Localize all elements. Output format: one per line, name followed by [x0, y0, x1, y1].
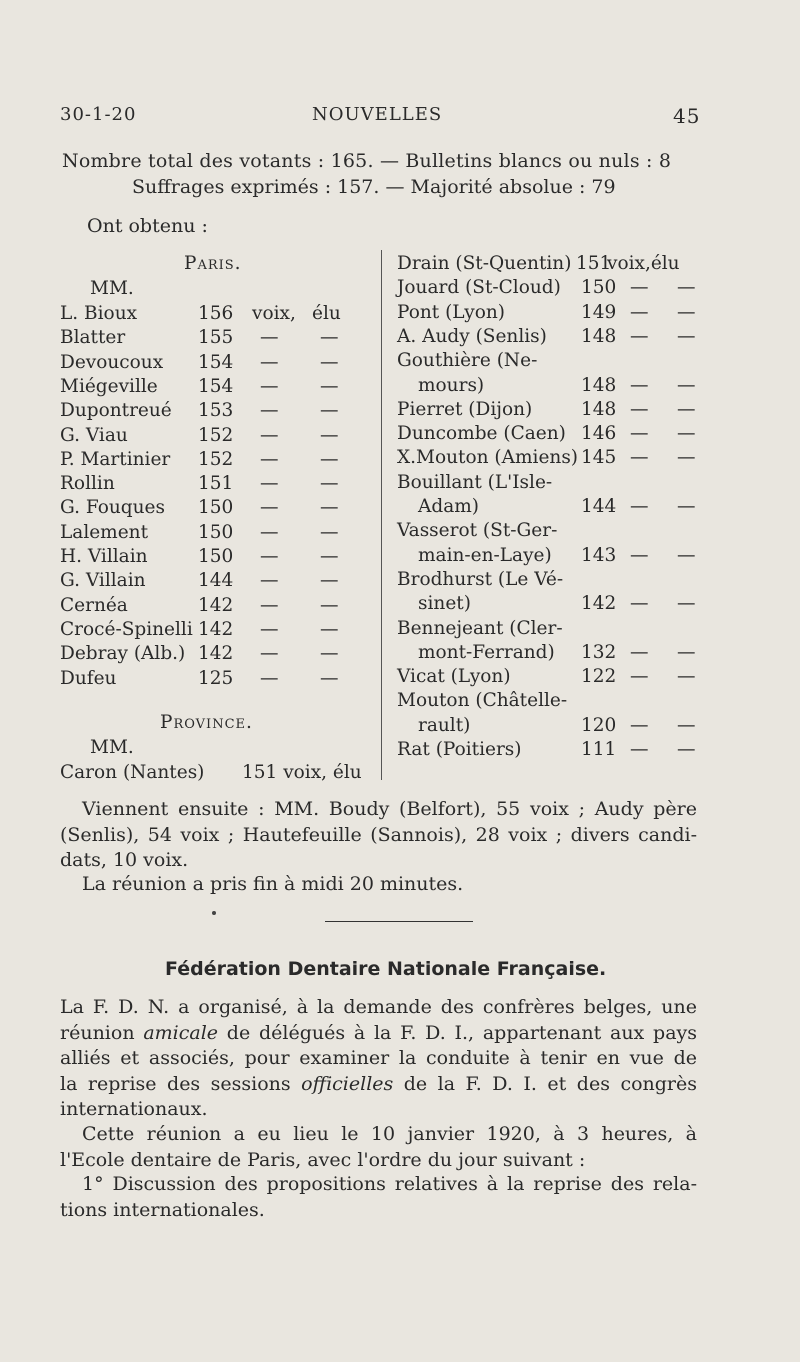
- province-candidate-name: Mouton (Châtelle-: [397, 690, 568, 711]
- province-ditto-2: —: [677, 642, 696, 663]
- page-number: 45: [673, 104, 701, 128]
- province-candidate-name: X.Mouton (Amiens): [397, 447, 579, 468]
- paris-candidate-name: L. Bioux: [60, 303, 138, 324]
- fdn-paragraph-2: [60, 1122, 697, 1173]
- paris-ditto-2: —: [320, 352, 339, 373]
- paris-candidate-name: Dufeu: [60, 668, 117, 689]
- province-candidate-name: Gouthière (Ne-: [397, 350, 538, 371]
- province-candidate-votes: 148: [581, 375, 617, 396]
- p1-line-4: la reprise des sessions officielles de la F. D. I. et des congrès: [60, 1072, 697, 1095]
- province-ditto-1: —: [630, 277, 649, 298]
- province-ditto-1: —: [630, 739, 649, 760]
- province-ditto-2: —: [677, 545, 696, 566]
- province-ditto-1: —: [630, 326, 649, 347]
- paris-candidate-votes: 150: [198, 522, 234, 543]
- province-candidate-name-cont: mours): [418, 375, 485, 396]
- province-candidate-votes: 122: [581, 666, 617, 687]
- province-ditto-1: —: [630, 642, 649, 663]
- paris-candidate-name: G. Viau: [60, 425, 128, 446]
- paris-candidate-votes: 150: [198, 546, 234, 567]
- following-line-3: dats, 10 voix.: [60, 849, 189, 871]
- stray-dot: [212, 911, 216, 915]
- paris-ditto-1: —: [260, 595, 279, 616]
- province-candidate-votes: 150: [581, 277, 617, 298]
- paris-candidate-votes: 144: [198, 570, 234, 591]
- meeting-end: La réunion a pris fin à midi 20 minutes.: [82, 873, 464, 895]
- paris-candidate-name: G. Villain: [60, 570, 146, 591]
- obtained-label: Ont obtenu :: [87, 215, 208, 237]
- paris-ditto-2: —: [320, 473, 339, 494]
- province-candidate-name-cont: rault): [418, 715, 471, 736]
- paris-candidate-votes: 155: [198, 327, 234, 348]
- province-ditto-2: —: [677, 715, 696, 736]
- paris-ditto-2: —: [320, 570, 339, 591]
- paris-candidate-votes: 151: [198, 473, 234, 494]
- province-ditto-1: —: [630, 496, 649, 517]
- paris-ditto-1: —: [260, 546, 279, 567]
- paris-ditto-1: —: [260, 619, 279, 640]
- p2-line-1: Cette réunion a eu lieu le 10 janvier 1920, à 3 heures, à: [82, 1123, 697, 1145]
- paris-candidate-name: G. Fouques: [60, 497, 165, 518]
- summary-line-2: Suffrages exprimés : 157. — Majorité absolue : 79: [132, 176, 616, 198]
- paris-candidate-name: Dupontreué: [60, 400, 172, 421]
- province-ditto-1: —: [630, 423, 649, 444]
- summary-line-1: Nombre total des votants : 165. — Bulletins blancs ou nuls : 8: [62, 150, 672, 172]
- paris-ditto-2: —: [320, 327, 339, 348]
- province-candidate-votes: 145: [581, 447, 617, 468]
- province-candidate-votes: 151: [576, 253, 612, 274]
- province-ditto-2: —: [677, 496, 696, 517]
- province-candidate-name: Jouard (St-Cloud): [397, 277, 561, 298]
- paris-mm: MM.: [90, 278, 134, 299]
- section-title: Fédération Dentaire Nationale Française.: [165, 958, 607, 980]
- following-paragraph: [60, 797, 697, 874]
- province-candidate-name: Duncombe (Caen): [397, 423, 566, 444]
- province-ditto-1: —: [630, 593, 649, 614]
- province-ditto-1: voix,élu: [607, 253, 680, 274]
- paris-candidate-votes: 142: [198, 643, 234, 664]
- paris-candidate-votes: 150: [198, 497, 234, 518]
- province-ditto-1: —: [630, 399, 649, 420]
- paris-ditto-1: —: [260, 668, 279, 689]
- province-ditto-2: —: [677, 399, 696, 420]
- paris-candidate-votes: 142: [198, 619, 234, 640]
- p1-line-2: réunion amicale de délégués à la F. D. I., appartenant aux pays: [60, 1021, 698, 1044]
- fdn-paragraph-1: [60, 995, 697, 1123]
- paris-candidate-votes: 154: [198, 376, 234, 397]
- province-candidate-name-cont: mont-Ferrand): [418, 642, 555, 663]
- paris-ditto-2: élu: [312, 303, 341, 324]
- paris-ditto-1: —: [260, 327, 279, 348]
- province-candidate-votes: 143: [581, 545, 617, 566]
- p2-line-2: l'Ecole dentaire de Paris, avec l'ordre du jour suivant :: [60, 1148, 586, 1171]
- province-ditto-1: —: [630, 375, 649, 396]
- running-head-date: 30-1-20: [60, 104, 137, 125]
- province-candidate-name: Bennejeant (Cler-: [397, 618, 563, 639]
- column-divider: [381, 250, 382, 780]
- paris-candidate-name: Miégeville: [60, 376, 158, 397]
- p1-line-3: alliés et associés, pour examiner la conduite à tenir en vue de: [60, 1047, 697, 1069]
- paris-ditto-1: —: [260, 376, 279, 397]
- paris-candidate-votes: 153: [198, 400, 234, 421]
- paris-candidate-name: Debray (Alb.): [60, 643, 186, 664]
- paris-candidate-name: H. Villain: [60, 546, 148, 567]
- paris-ditto-2: —: [320, 668, 339, 689]
- province-candidate-votes: 149: [581, 302, 617, 323]
- caron-name: Caron (Nantes): [60, 762, 205, 783]
- province-ditto-1: —: [630, 715, 649, 736]
- province-candidate-name: Brodhurst (Le Vé-: [397, 569, 564, 590]
- p1-line-5: internationaux.: [60, 1098, 208, 1120]
- province-candidate-name-cont: main-en-Laye): [418, 545, 552, 566]
- running-head-title: NOUVELLES: [312, 104, 443, 125]
- province-ditto-2: —: [677, 375, 696, 396]
- paris-heading: Paris.: [184, 253, 242, 274]
- province-ditto-2: —: [677, 302, 696, 323]
- province-mm: MM.: [90, 737, 134, 758]
- paris-ditto-2: —: [320, 449, 339, 470]
- province-candidate-votes: 142: [581, 593, 617, 614]
- province-ditto-2: —: [677, 277, 696, 298]
- paris-ditto-2: —: [320, 643, 339, 664]
- paris-candidate-name: Devoucoux: [60, 352, 164, 373]
- province-candidate-name: Vasserot (St-Ger-: [397, 520, 558, 541]
- fdn-paragraph-3: [60, 1172, 697, 1223]
- province-candidate-name: Bouillant (L'Isle-: [397, 472, 553, 493]
- paris-ditto-2: —: [320, 546, 339, 567]
- paris-candidate-votes: 142: [198, 595, 234, 616]
- paris-ditto-1: —: [260, 522, 279, 543]
- paris-candidate-name: Blatter: [60, 327, 126, 348]
- paris-candidate-votes: 152: [198, 449, 234, 470]
- p3-line-2: tions internationales.: [60, 1198, 265, 1221]
- following-line-1: Viennent ensuite : MM. Boudy (Belfort), 55 voix ; Audy père: [82, 798, 697, 820]
- paris-ditto-1: —: [260, 643, 279, 664]
- caron-votes: 151 voix, élu: [242, 762, 362, 783]
- paris-ditto-1: —: [260, 449, 279, 470]
- province-ditto-2: —: [677, 447, 696, 468]
- province-candidate-name: Drain (St-Quentin): [397, 253, 572, 274]
- province-candidate-name-cont: sinet): [418, 593, 471, 614]
- paris-ditto-2: —: [320, 400, 339, 421]
- province-candidate-votes: 132: [581, 642, 617, 663]
- province-candidate-votes: 144: [581, 496, 617, 517]
- province-candidate-name-cont: Adam): [418, 496, 479, 517]
- province-ditto-2: —: [677, 593, 696, 614]
- province-candidate-name: Vicat (Lyon): [397, 666, 511, 687]
- paris-candidate-name: Rollin: [60, 473, 115, 494]
- province-candidate-votes: 148: [581, 399, 617, 420]
- following-line-2: (Senlis), 54 voix ; Hautefeuille (Sannois), 28 voix ; divers candi-: [60, 823, 697, 846]
- paris-ditto-1: —: [260, 352, 279, 373]
- province-candidate-votes: 120: [581, 715, 617, 736]
- province-candidate-name: Rat (Poitiers): [397, 739, 522, 760]
- paris-candidate-name: P. Martinier: [60, 449, 171, 470]
- province-ditto-2: —: [677, 666, 696, 687]
- province-ditto-2: —: [677, 423, 696, 444]
- paris-ditto-1: —: [260, 400, 279, 421]
- province-ditto-2: —: [677, 739, 696, 760]
- paris-ditto-2: —: [320, 425, 339, 446]
- province-candidate-votes: 146: [581, 423, 617, 444]
- province-ditto-1: —: [630, 447, 649, 468]
- province-candidate-name: Pierret (Dijon): [397, 399, 533, 420]
- province-ditto-2: —: [677, 326, 696, 347]
- paris-ditto-2: —: [320, 522, 339, 543]
- province-ditto-1: —: [630, 545, 649, 566]
- paris-ditto-1: voix,: [252, 303, 296, 324]
- paris-ditto-2: —: [320, 619, 339, 640]
- paris-ditto-2: —: [320, 376, 339, 397]
- paris-candidate-name: Lalement: [60, 522, 149, 543]
- paris-ditto-1: —: [260, 425, 279, 446]
- province-ditto-1: —: [630, 302, 649, 323]
- p3-line-1: 1° Discussion des propositions relatives à la reprise des rela-: [82, 1173, 697, 1195]
- province-candidate-votes: 111: [581, 739, 617, 760]
- province-ditto-1: —: [630, 666, 649, 687]
- section-rule: [325, 921, 473, 922]
- paris-ditto-1: —: [260, 497, 279, 518]
- paris-ditto-2: —: [320, 595, 339, 616]
- paris-candidate-votes: 156: [198, 303, 234, 324]
- paris-candidate-name: Cernéa: [60, 595, 128, 616]
- paris-ditto-2: —: [320, 497, 339, 518]
- paris-candidate-votes: 154: [198, 352, 234, 373]
- province-candidate-name: A. Audy (Senlis): [397, 326, 547, 347]
- paris-candidate-votes: 125: [198, 668, 234, 689]
- paris-ditto-1: —: [260, 473, 279, 494]
- province-heading: Province.: [160, 712, 253, 733]
- p1-line-1: La F. D. N. a organisé, à la demande des confrères belges, une: [60, 996, 697, 1018]
- province-candidate-name: Pont (Lyon): [397, 302, 505, 323]
- province-candidate-votes: 148: [581, 326, 617, 347]
- paris-candidate-name: Crocé-Spinelli: [60, 619, 193, 640]
- paris-candidate-votes: 152: [198, 425, 234, 446]
- paris-ditto-1: —: [260, 570, 279, 591]
